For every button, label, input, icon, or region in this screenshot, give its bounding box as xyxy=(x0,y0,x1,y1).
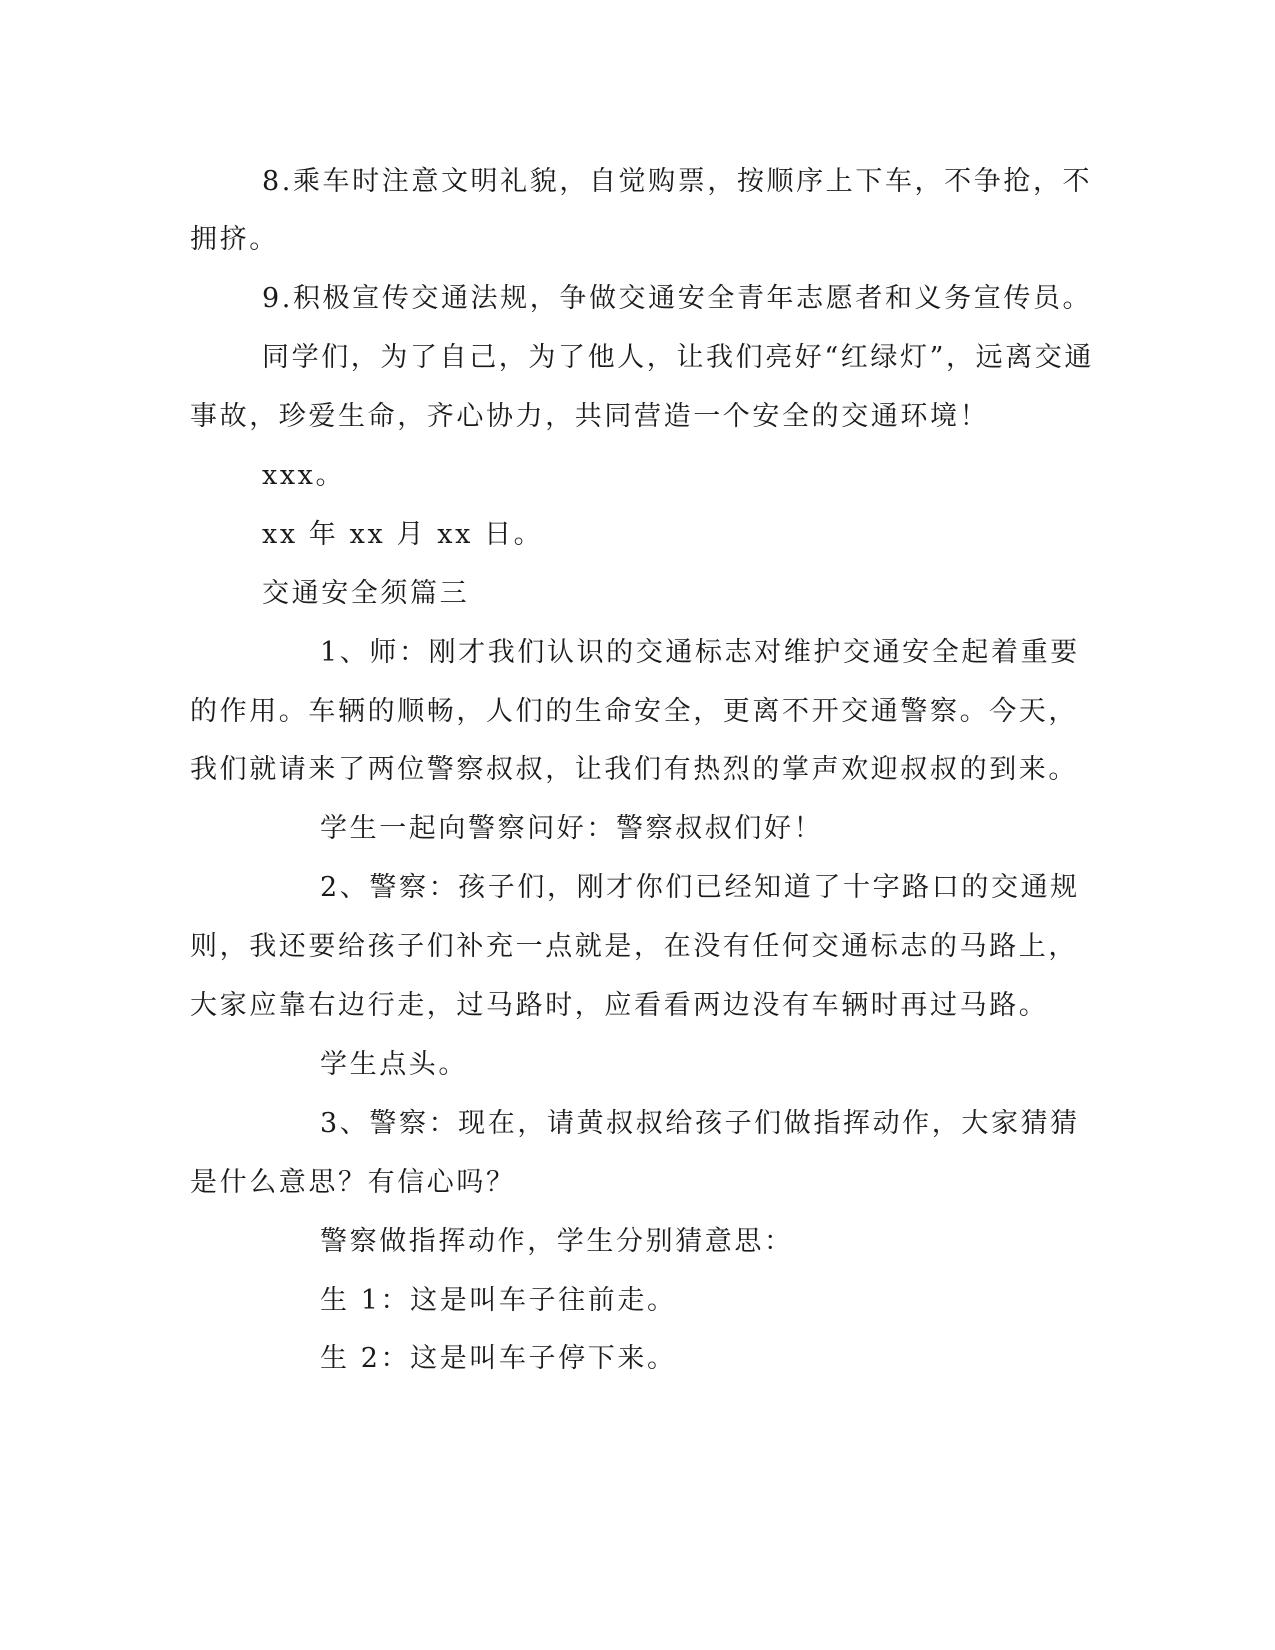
text-line: 警察做指挥动作，学生分别猜意思： xyxy=(320,1226,794,1257)
text-line: 学生点头。 xyxy=(320,1049,468,1080)
text-line: 生 1：这是叫车子往前走。 xyxy=(320,1285,677,1316)
text-line: 拥挤。 xyxy=(190,224,279,255)
text-line: xxx。 xyxy=(262,460,346,491)
text-line: 1、师：刚才我们认识的交通标志对维护交通安全起着重要 xyxy=(320,637,1080,668)
text-line: 学生一起向警察问好：警察叔叔们好！ xyxy=(320,813,824,844)
text-line: 2、警察：孩子们，刚才你们已经知道了十字路口的交通规 xyxy=(320,872,1080,903)
text-line: 生 2：这是叫车子停下来。 xyxy=(320,1343,677,1374)
text-line: 是什么意思？有信心吗？ xyxy=(190,1167,516,1198)
text-line: 事故，珍爱生命，齐心协力，共同营造一个安全的交通环境！ xyxy=(190,401,990,432)
text-line: 我们就请来了两位警察叔叔，让我们有热烈的掌声欢迎叔叔的到来。 xyxy=(190,754,1078,785)
text-line: 3、警察：现在，请黄叔叔给孩子们做指挥动作，大家猜猜 xyxy=(320,1108,1080,1139)
text-line: 的作用。车辆的顺畅，人们的生命安全，更离不开交通警察。今天， xyxy=(190,696,1078,727)
section-heading: 交通安全须篇三 xyxy=(262,578,470,609)
text-line: xx 年 xx 月 xx 日。 xyxy=(262,519,544,550)
text-line: 大家应靠右边行走，过马路时，应看看两边没有车辆时再过马路。 xyxy=(190,990,1049,1021)
text-line: 8.乘车时注意文明礼貌，自觉购票，按顺序上下车，不争抢，不 xyxy=(262,166,1093,197)
text-line: 则，我还要给孩子们补充一点就是，在没有任何交通标志的马路上， xyxy=(190,931,1078,962)
text-line: 9.积极宣传交通法规，争做交通安全青年志愿者和义务宣传员。 xyxy=(262,283,1093,314)
text-line: 同学们，为了自己，为了他人，让我们亮好“红绿灯”，远离交通 xyxy=(262,342,1095,373)
